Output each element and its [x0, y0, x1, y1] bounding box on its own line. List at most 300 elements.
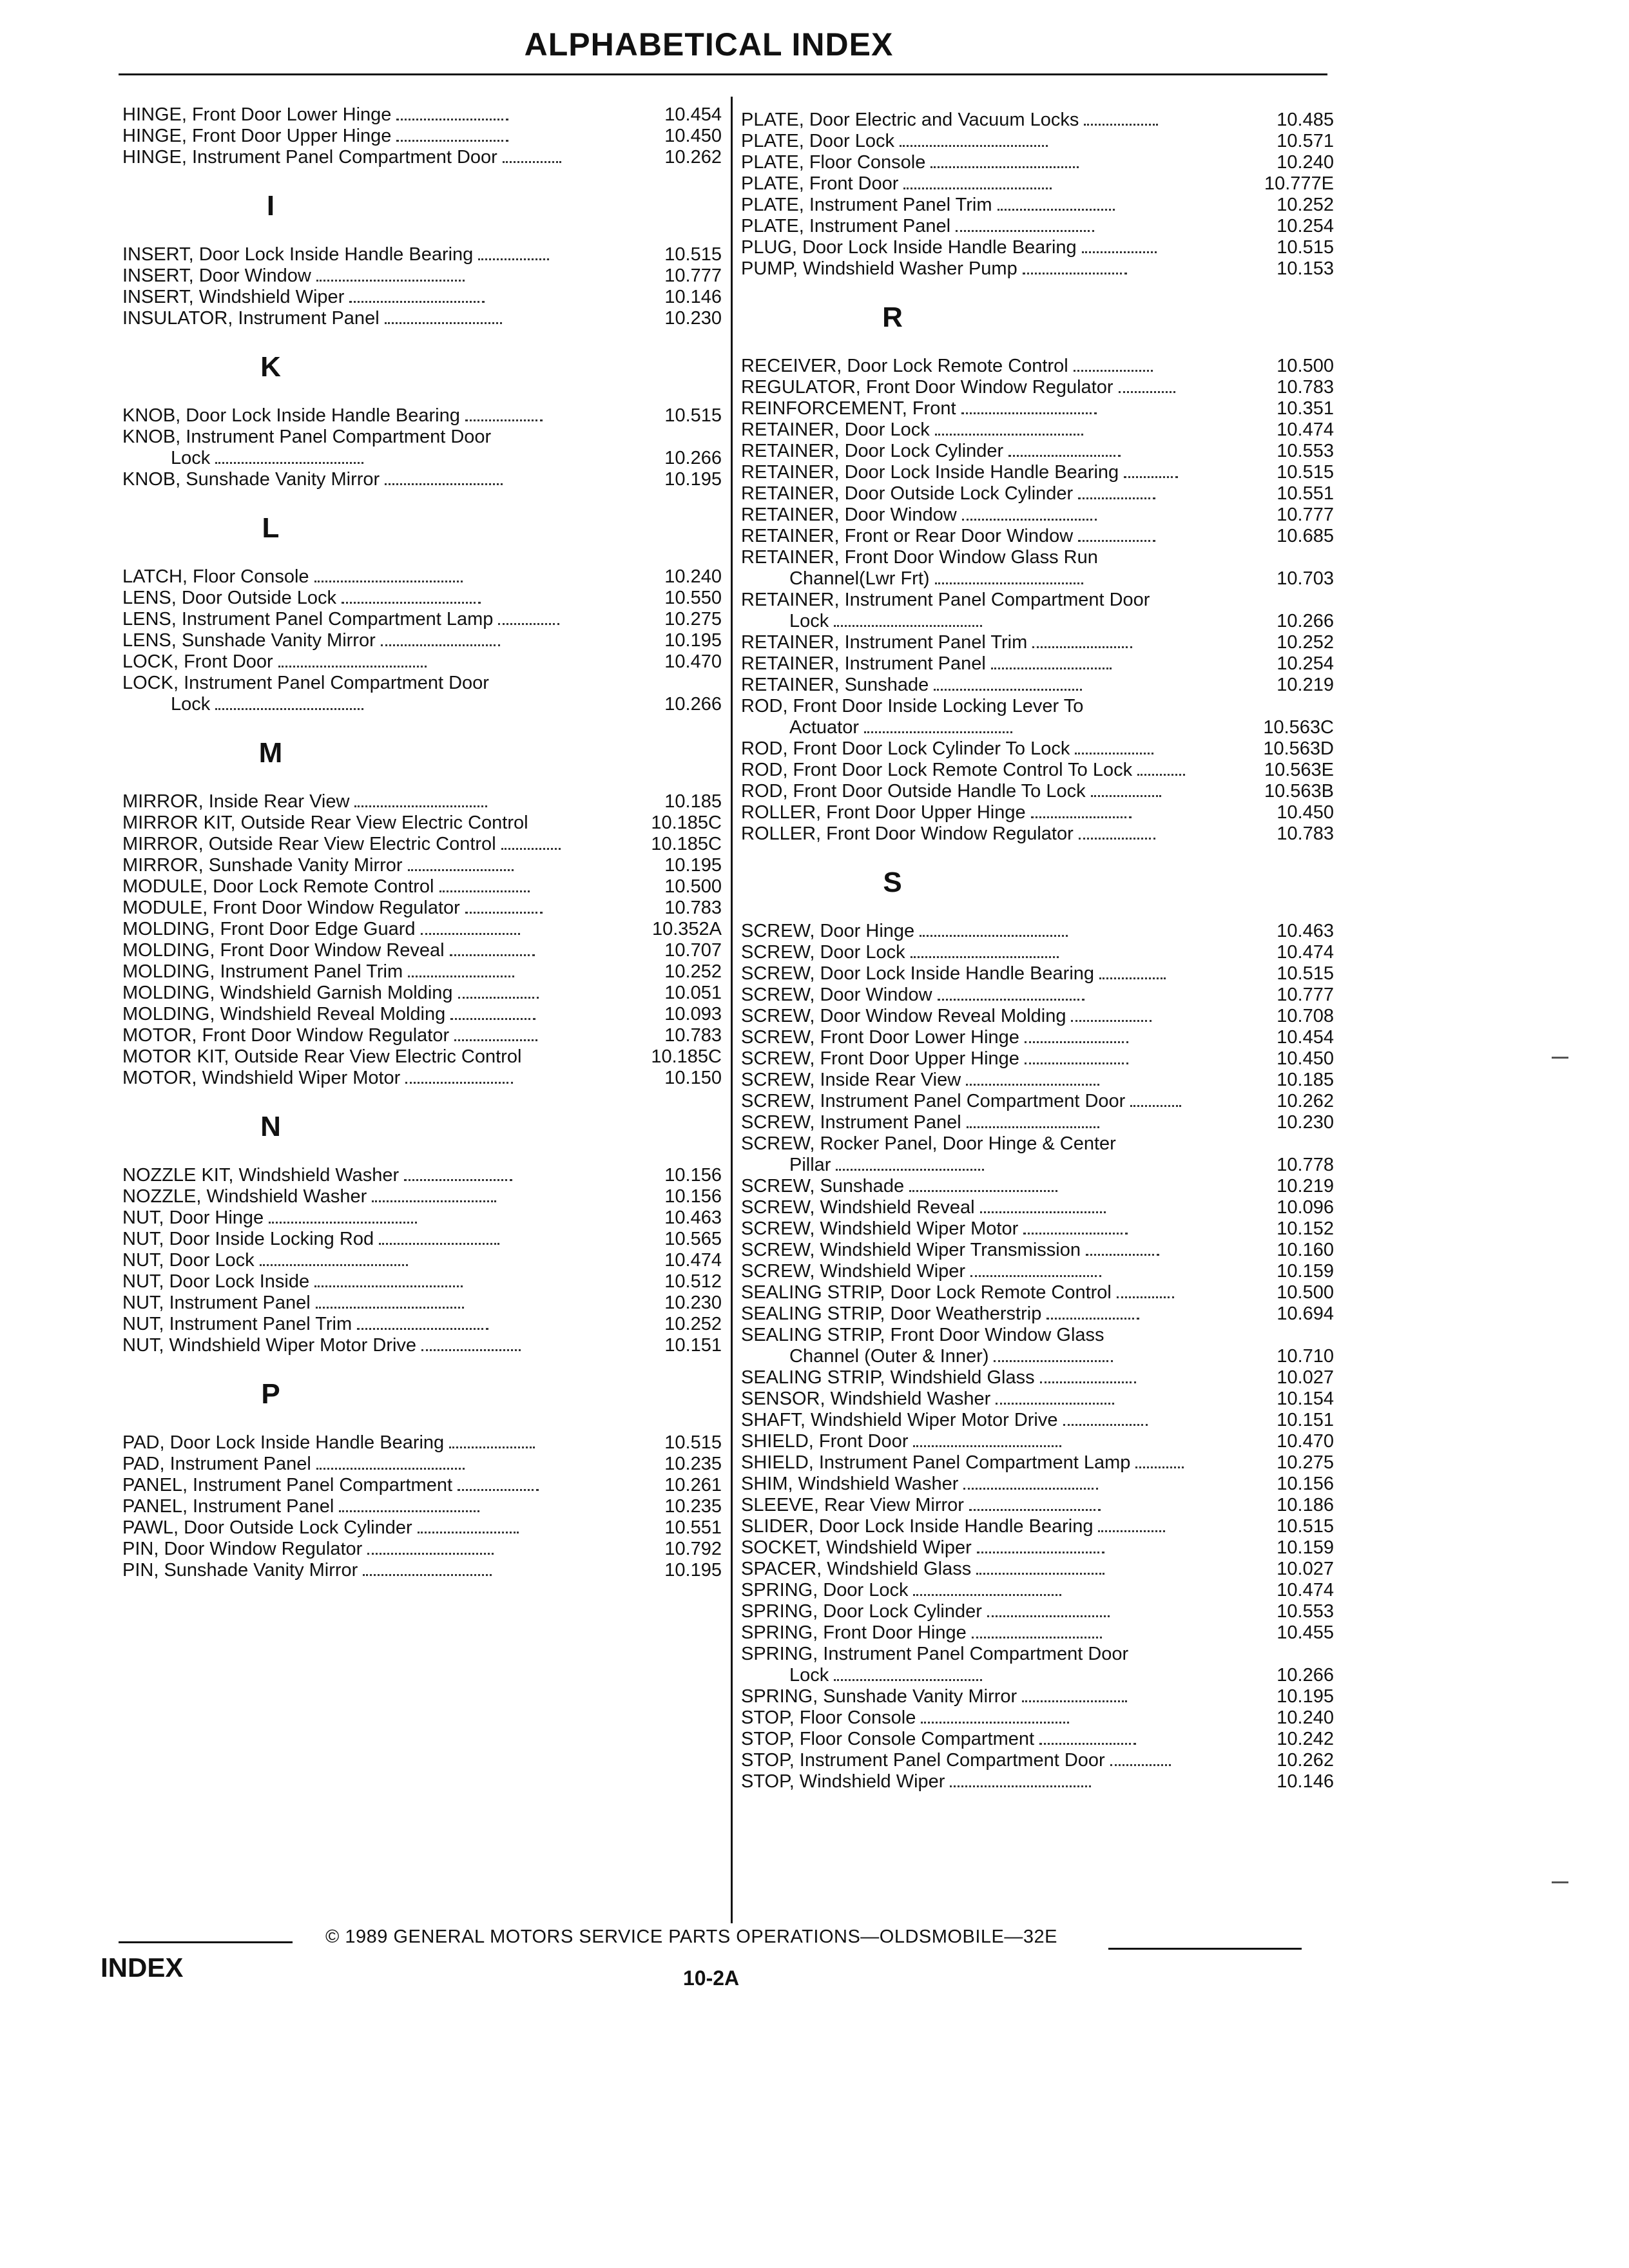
page-number: 10-2A — [683, 1966, 740, 1990]
entry-page-number: 10.252 — [664, 1314, 722, 1334]
index-entry — [122, 1165, 722, 1186]
entry-page-number: 10.252 — [1277, 632, 1334, 653]
entry-name: RETAINER, Front Door Window Glass Run — [741, 547, 1098, 568]
section-letter: R — [882, 302, 903, 333]
dot-leader — [465, 419, 543, 421]
dot-leader — [316, 280, 465, 282]
index-entry-continuation — [741, 717, 1334, 738]
dot-leader — [1046, 1318, 1139, 1320]
index-entry — [741, 1197, 1334, 1218]
index-entry — [122, 983, 722, 1004]
dot-leader — [1039, 1743, 1135, 1745]
entry-name: ROLLER, Front Door Window Regulator — [741, 823, 1074, 844]
entry-name: SCREW, Front Door Lower Hinge — [741, 1027, 1019, 1048]
entry-page-number: 10.515 — [664, 1432, 722, 1453]
entry-name: STOP, Windshield Wiper — [741, 1771, 945, 1792]
entry-page-number: 10.235 — [664, 1454, 722, 1474]
dot-leader — [930, 166, 1079, 168]
index-entry — [741, 356, 1334, 377]
dot-leader — [1025, 1041, 1128, 1043]
entry-page-number: 10.151 — [1277, 1410, 1334, 1430]
index-entry — [122, 876, 722, 898]
entry-name: PAD, Instrument Panel — [122, 1454, 311, 1474]
entry-page-number: 10.474 — [1277, 1580, 1334, 1600]
entry-name: ROD, Front Door Outside Handle To Lock — [741, 781, 1086, 802]
index-entry — [741, 258, 1334, 280]
entry-name: ROLLER, Front Door Upper Hinge — [741, 802, 1026, 823]
dot-leader — [367, 1553, 494, 1555]
entry-name: SCREW, Windshield Wiper Motor — [741, 1218, 1019, 1239]
entry-name: MOLDING, Front Door Window Reveal — [122, 940, 445, 961]
section-letter: M — [258, 737, 283, 769]
entry-page-number: 10.783 — [664, 1025, 722, 1046]
index-entry — [741, 963, 1334, 985]
dot-leader — [1025, 1062, 1128, 1064]
index-entry — [741, 985, 1334, 1006]
entry-page-number: 10.694 — [1277, 1303, 1335, 1324]
index-entry — [741, 1559, 1334, 1580]
index-entry — [741, 823, 1334, 845]
index-entry — [122, 1229, 722, 1250]
entry-page-number: 10.463 — [1277, 921, 1334, 941]
entry-name: MOLDING, Instrument Panel Trim — [122, 961, 403, 982]
index-entry — [122, 147, 722, 168]
entry-name: SCREW, Door Lock Inside Handle Bearing — [741, 963, 1095, 984]
index-entry — [741, 1707, 1334, 1729]
entry-page-number: 10.160 — [1277, 1240, 1335, 1260]
dot-leader — [913, 1594, 1061, 1596]
entry-page-number: 10.777 — [1277, 985, 1335, 1005]
dot-leader — [921, 1722, 1069, 1724]
entry-page-number: 10.563B — [1264, 781, 1334, 802]
dot-leader — [864, 731, 1012, 733]
entry-name: PUMP, Windshield Washer Pump — [741, 258, 1017, 279]
entry-name: SPRING, Sunshade Vanity Mirror — [741, 1686, 1017, 1707]
entry-page-number: 10.186 — [1277, 1495, 1334, 1515]
dot-leader — [834, 625, 982, 627]
entry-name: SHIELD, Instrument Panel Compartment Lamp — [741, 1452, 1131, 1473]
entry-name: SHAFT, Windshield Wiper Motor Drive — [741, 1410, 1058, 1430]
dot-leader — [1137, 774, 1184, 776]
dot-leader — [1078, 497, 1155, 499]
index-entry — [741, 1622, 1334, 1644]
index-entry — [741, 1431, 1334, 1452]
entry-name: HINGE, Front Door Lower Hinge — [122, 104, 392, 125]
index-entry — [741, 696, 1334, 717]
dot-leader — [1040, 1381, 1136, 1383]
dot-leader — [976, 1573, 1104, 1575]
entry-page-number: 10.512 — [664, 1271, 722, 1292]
entry-name: NUT, Windshield Wiper Motor Drive — [122, 1335, 417, 1356]
index-entry — [741, 1091, 1334, 1112]
entry-name: SEALING STRIP, Windshield Glass — [741, 1367, 1035, 1388]
index-entry-continuation — [122, 448, 722, 469]
dot-leader — [260, 1264, 408, 1266]
footer-copyright: © 1989 GENERAL MOTORS SERVICE PARTS OPERATIONS—OLDSMOBILE—32E — [325, 1927, 1057, 1947]
dot-leader — [478, 258, 549, 260]
entry-page-number: 10.185 — [664, 791, 722, 812]
entry-name: SENSOR, Windshield Washer — [741, 1389, 991, 1409]
index-entry — [741, 1218, 1334, 1240]
index-entry — [122, 244, 722, 265]
entry-name: RETAINER, Door Window — [741, 505, 957, 525]
entry-page-number: 10.352A — [651, 919, 722, 939]
entry-name: MOLDING, Front Door Edge Guard — [122, 919, 416, 939]
entry-name: SCREW, Door Hinge — [741, 921, 915, 941]
entry-page-number: 10.500 — [1277, 356, 1334, 376]
entry-name: SPRING, Instrument Panel Compartment Door — [741, 1644, 1129, 1664]
index-entry — [122, 104, 722, 126]
entry-page-number: 10.515 — [664, 405, 722, 426]
entry-page-number: 10.266 — [664, 694, 722, 715]
index-entry — [741, 1750, 1334, 1771]
entry-name: Actuator — [789, 717, 859, 738]
entry-page-number: 10.027 — [1277, 1559, 1334, 1579]
index-entry — [741, 377, 1334, 398]
dot-leader — [934, 689, 1082, 691]
index-entry — [741, 441, 1334, 462]
index-entry — [741, 547, 1334, 568]
footer-rule-right — [1108, 1948, 1302, 1950]
entry-name: NOZZLE, Windshield Washer — [122, 1186, 367, 1207]
entry-page-number: 10.266 — [1277, 1665, 1334, 1686]
dot-leader — [994, 1360, 1113, 1362]
dot-leader — [385, 483, 502, 485]
index-entry — [122, 834, 722, 855]
entry-name: LOCK, Front Door — [122, 651, 273, 672]
entry-name: SEALING STRIP, Front Door Window Glass — [741, 1325, 1104, 1345]
index-entry — [741, 590, 1334, 611]
dot-leader — [316, 1307, 464, 1309]
dot-leader — [977, 1552, 1104, 1553]
entry-page-number: 10.151 — [664, 1335, 722, 1356]
dot-leader — [418, 1532, 519, 1533]
dot-leader — [450, 1018, 535, 1020]
entry-name: RETAINER, Door Outside Lock Cylinder — [741, 483, 1074, 504]
entry-name: PLATE, Door Lock — [741, 131, 895, 151]
index-entry — [741, 1729, 1334, 1750]
entry-name: PLATE, Instrument Panel Trim — [741, 195, 992, 215]
index-entry — [122, 1560, 722, 1581]
index-entry — [122, 1293, 722, 1314]
entry-name: NUT, Instrument Panel — [122, 1293, 311, 1313]
entry-name: KNOB, Door Lock Inside Handle Bearing — [122, 405, 460, 426]
entry-name: SCREW, Instrument Panel — [741, 1112, 961, 1133]
dot-leader — [363, 1574, 491, 1576]
dot-leader — [1063, 1424, 1148, 1426]
index-entry — [741, 237, 1334, 258]
dot-leader — [379, 1243, 499, 1245]
index-entry-continuation — [741, 1665, 1334, 1686]
entry-name: LENS, Instrument Panel Compartment Lamp — [122, 609, 494, 629]
entry-name: RETAINER, Instrument Panel Compartment Door — [741, 590, 1150, 610]
entry-page-number: 10.470 — [1277, 1431, 1334, 1452]
right-index-column — [741, 110, 1334, 1792]
entry-page-number: 10.455 — [1277, 1622, 1335, 1643]
left-index-column — [122, 104, 722, 1581]
dot-leader — [956, 230, 1094, 232]
entry-name: Lock — [171, 448, 211, 468]
entry-page-number: 10.262 — [1277, 1750, 1334, 1771]
index-entry — [741, 398, 1334, 419]
entry-name: PIN, Door Window Regulator — [122, 1539, 363, 1559]
entry-page-number: 10.235 — [664, 1496, 722, 1517]
entry-name: RECEIVER, Door Lock Remote Control — [741, 356, 1068, 376]
entry-name: MODULE, Front Door Window Regulator — [122, 898, 460, 918]
entry-name: NUT, Door Inside Locking Rod — [122, 1229, 374, 1249]
dot-leader — [961, 412, 1097, 414]
entry-name: RETAINER, Door Lock Cylinder — [741, 441, 1004, 461]
entry-page-number: 10.515 — [1277, 237, 1335, 258]
entry-page-number: 10.240 — [1277, 152, 1334, 173]
index-entry — [741, 1070, 1334, 1091]
entry-name: RETAINER, Front or Rear Door Window — [741, 526, 1074, 546]
index-entry — [741, 802, 1334, 823]
dot-leader — [966, 1084, 1099, 1086]
entry-page-number: 10.778 — [1277, 1155, 1334, 1175]
entry-page-number: 10.463 — [664, 1207, 722, 1228]
dot-leader — [1078, 540, 1155, 542]
entry-page-number: 10.159 — [1277, 1261, 1334, 1282]
footer-rule-left — [119, 1941, 293, 1943]
entry-page-number: 10.240 — [664, 566, 722, 587]
entry-name: STOP, Instrument Panel Compartment Door — [741, 1750, 1105, 1771]
entry-page-number: 10.515 — [664, 244, 722, 265]
index-entry — [122, 1314, 722, 1335]
index-entry — [122, 1250, 722, 1271]
entry-page-number: 10.470 — [664, 651, 722, 672]
dot-leader — [967, 1126, 1099, 1128]
entry-page-number: 10.685 — [1277, 526, 1334, 546]
index-entry — [122, 287, 722, 308]
dot-leader — [998, 209, 1115, 211]
entry-page-number: 10.551 — [664, 1517, 722, 1538]
entry-name: INSERT, Windshield Wiper — [122, 287, 345, 307]
dot-leader — [215, 462, 363, 464]
entry-name: SCREW, Front Door Upper Hinge — [741, 1048, 1019, 1069]
index-entry — [122, 919, 722, 940]
entry-name: INSERT, Door Window — [122, 265, 311, 286]
dot-leader — [834, 1679, 982, 1681]
entry-name: SHIELD, Front Door — [741, 1431, 909, 1452]
index-entry — [741, 483, 1334, 505]
entry-page-number: 10.146 — [1277, 1771, 1334, 1792]
margin-mark — [1552, 1057, 1568, 1059]
index-entry — [741, 760, 1334, 781]
entry-page-number: 10.262 — [1277, 1091, 1335, 1111]
entry-name: MOTOR, Windshield Wiper Motor — [122, 1068, 401, 1088]
index-entry — [741, 526, 1334, 547]
dot-leader — [458, 997, 539, 999]
entry-page-number: 10.777E — [1264, 173, 1334, 194]
entry-page-number: 10.230 — [664, 1293, 722, 1313]
entry-name: SCREW, Windshield Reveal — [741, 1197, 975, 1218]
entry-name: SPRING, Door Lock Cylinder — [741, 1601, 982, 1622]
entry-page-number: 10.454 — [1277, 1027, 1334, 1048]
entry-page-number: 10.783 — [1277, 377, 1335, 398]
dot-leader — [913, 1445, 1061, 1447]
entry-page-number: 10.783 — [664, 898, 722, 918]
entry-name: SCREW, Sunshade — [741, 1176, 905, 1196]
entry-name: SCREW, Inside Rear View — [741, 1070, 961, 1090]
index-entry — [741, 1240, 1334, 1261]
dot-leader — [396, 140, 508, 142]
entry-name: PLATE, Front Door — [741, 173, 899, 194]
entry-page-number: 10.156 — [664, 1165, 722, 1186]
entry-page-number: 10.275 — [1277, 1452, 1334, 1473]
index-entry — [122, 812, 722, 834]
index-entry — [741, 1686, 1334, 1707]
entry-name: NOZZLE KIT, Windshield Washer — [122, 1165, 400, 1186]
index-entry — [122, 1432, 722, 1454]
entry-name: SCREW, Door Window Reveal Molding — [741, 1006, 1066, 1026]
entry-page-number: 10.254 — [1277, 216, 1334, 236]
dot-leader — [950, 1785, 1091, 1787]
entry-page-number: 10.252 — [1277, 195, 1334, 215]
index-entry — [741, 1303, 1334, 1325]
index-entry — [741, 1495, 1334, 1516]
dot-leader — [357, 1328, 488, 1330]
dot-leader — [903, 187, 1052, 189]
dot-leader — [1071, 1020, 1152, 1022]
dot-leader — [1008, 455, 1120, 457]
entry-name: MOLDING, Windshield Garnish Molding — [122, 983, 453, 1003]
dot-leader — [381, 644, 501, 646]
section-letter: S — [883, 867, 902, 898]
entry-name: SCREW, Windshield Wiper Transmission — [741, 1240, 1081, 1260]
entry-page-number: 10.275 — [664, 609, 722, 629]
entry-page-number: 10.707 — [664, 940, 722, 961]
entry-name: INSULATOR, Instrument Panel — [122, 308, 380, 329]
dot-leader — [1032, 646, 1132, 648]
index-entry — [122, 265, 722, 287]
index-entry — [741, 1410, 1334, 1431]
entry-page-number: 10.708 — [1277, 1006, 1334, 1026]
index-entry — [122, 1335, 722, 1356]
entry-name: Lock — [171, 694, 211, 715]
dot-leader — [498, 623, 559, 625]
entry-page-number: 10.230 — [664, 308, 722, 329]
entry-page-number: 10.150 — [664, 1068, 722, 1088]
index-entry — [741, 1282, 1334, 1303]
entry-page-number: 10.093 — [664, 1004, 722, 1024]
entry-name: SPRING, Door Lock — [741, 1580, 909, 1600]
index-entry — [122, 1271, 722, 1293]
entry-page-number: 10.261 — [664, 1475, 722, 1495]
dot-leader — [501, 848, 561, 850]
index-entry — [741, 738, 1334, 760]
section-letter: K — [260, 351, 281, 383]
entry-page-number: 10.242 — [1277, 1729, 1335, 1749]
index-entry — [741, 1133, 1334, 1155]
dot-leader — [269, 1222, 417, 1224]
dot-leader — [421, 933, 521, 935]
entry-page-number: 10.351 — [1277, 398, 1334, 419]
entry-name: LOCK, Instrument Panel Compartment Door — [122, 673, 489, 693]
index-entry — [741, 1601, 1334, 1622]
dot-leader — [1099, 977, 1166, 979]
entry-name: RETAINER, Instrument Panel Trim — [741, 632, 1028, 653]
entry-name: STOP, Floor Console Compartment — [741, 1729, 1035, 1749]
dot-leader — [215, 708, 363, 710]
entry-name: SOCKET, Windshield Wiper — [741, 1537, 972, 1558]
index-entry-continuation — [741, 1346, 1334, 1367]
dot-leader — [385, 322, 503, 324]
dot-leader — [900, 145, 1048, 147]
entry-page-number: 10.219 — [1277, 1176, 1334, 1196]
entry-name: NUT, Instrument Panel Trim — [122, 1314, 352, 1334]
dot-leader — [1082, 251, 1157, 253]
dot-leader — [1023, 273, 1128, 274]
entry-name: SCREW, Windshield Wiper — [741, 1261, 966, 1282]
index-entry — [741, 1048, 1334, 1070]
index-entry — [122, 609, 722, 630]
index-entry — [741, 1537, 1334, 1559]
entry-name: REINFORCEMENT, Front — [741, 398, 956, 419]
entry-name: SCREW, Instrument Panel Compartment Door — [741, 1091, 1126, 1111]
index-entry-continuation — [122, 694, 722, 715]
dot-leader — [991, 668, 1112, 669]
entry-name: ROD, Front Door Inside Locking Lever To — [741, 696, 1084, 716]
index-entry — [122, 1517, 722, 1539]
index-entry — [122, 651, 722, 673]
index-entry — [122, 405, 722, 427]
entry-name: SLIDER, Door Lock Inside Handle Bearing — [741, 1516, 1094, 1537]
dot-leader — [278, 666, 427, 668]
dot-leader — [465, 912, 543, 914]
entry-page-number: 10.777 — [1277, 505, 1334, 525]
dot-leader — [503, 161, 561, 163]
section-letter: P — [261, 1378, 280, 1410]
section-letter: L — [262, 512, 280, 544]
entry-page-number: 10.146 — [664, 287, 722, 307]
entry-page-number: 10.252 — [664, 961, 722, 982]
entry-page-number: 10.515 — [1277, 1516, 1334, 1537]
entry-page-number: 10.563D — [1263, 738, 1334, 759]
index-entry — [741, 781, 1334, 802]
index-entry — [122, 630, 722, 651]
entry-page-number: 10.500 — [1277, 1282, 1334, 1303]
entry-page-number: 10.185C — [651, 1046, 722, 1067]
entry-name: SEALING STRIP, Door Weatherstrip — [741, 1303, 1042, 1324]
entry-page-number: 10.195 — [664, 855, 722, 876]
dot-leader — [354, 805, 487, 807]
entry-page-number: 10.485 — [1277, 110, 1334, 130]
dot-leader — [935, 434, 1083, 436]
entry-name: PLUG, Door Lock Inside Handle Bearing — [741, 237, 1077, 258]
dot-leader — [458, 1489, 539, 1491]
index-entry — [122, 469, 722, 490]
entry-page-number: 10.195 — [664, 630, 722, 651]
index-entry — [741, 1261, 1334, 1282]
dot-leader — [342, 602, 481, 604]
dot-leader — [920, 935, 1068, 937]
entry-page-number: 10.240 — [1277, 1707, 1334, 1728]
index-entry — [122, 961, 722, 983]
index-entry — [122, 855, 722, 876]
index-entry — [741, 1325, 1334, 1346]
entry-name: RETAINER, Door Lock Inside Handle Bearing — [741, 462, 1119, 483]
index-entry — [122, 791, 722, 812]
margin-mark — [1552, 1881, 1568, 1883]
dot-leader — [962, 519, 1097, 521]
entry-page-number: 10.474 — [1277, 419, 1334, 440]
entry-name: PLATE, Door Electric and Vacuum Locks — [741, 110, 1079, 130]
dot-leader — [1031, 816, 1132, 818]
index-entry-continuation — [741, 568, 1334, 590]
entry-page-number: 10.266 — [1277, 611, 1334, 631]
index-entry — [122, 1046, 722, 1068]
